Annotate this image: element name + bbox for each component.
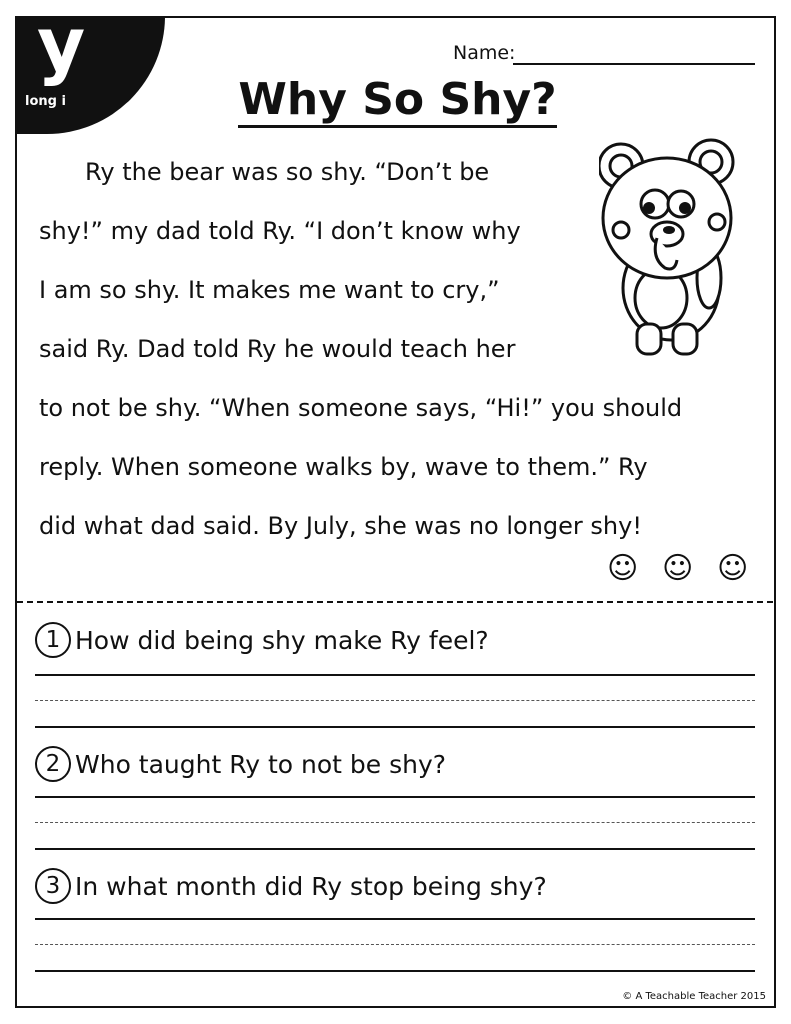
worksheet-page <box>15 16 776 1008</box>
answer-guide-line <box>35 700 755 701</box>
story-line: I am so shy. It makes me want to cry,” <box>39 276 500 304</box>
question-number: 1 <box>35 622 71 658</box>
answer-line[interactable] <box>35 848 755 850</box>
answer-line[interactable] <box>35 796 755 798</box>
smiley-icon[interactable]: ☺ <box>717 551 749 586</box>
smiley-icon[interactable]: ☺ <box>662 551 694 586</box>
answer-line[interactable] <box>35 674 755 676</box>
story-line: reply. When someone walks by, wave to them.” Ry <box>39 453 648 481</box>
name-label: Name: <box>453 42 516 64</box>
question-number: 2 <box>35 746 71 782</box>
question-2 <box>35 746 446 782</box>
story-line: shy!” my dad told Ry. “I don’t know why <box>39 217 521 245</box>
answer-guide-line <box>35 822 755 823</box>
shy-bear-illustration <box>599 138 749 360</box>
smiley-icon[interactable]: ☺ <box>607 551 639 586</box>
answer-line[interactable] <box>35 918 755 920</box>
question-3 <box>35 868 547 904</box>
name-field[interactable] <box>513 63 755 65</box>
story-line: said Ry. Dad told Ry he would teach her <box>39 335 516 363</box>
question-text: Who taught Ry to not be shy? <box>75 749 447 779</box>
question-text: In what month did Ry stop being shy? <box>75 871 547 901</box>
answer-line[interactable] <box>35 970 755 972</box>
corner-sound-label: long i <box>25 94 66 109</box>
answer-guide-line <box>35 944 755 945</box>
corner-letter: y <box>37 16 86 88</box>
title-text: Why So Shy? <box>238 74 556 128</box>
story-line: did what dad said. By July, she was no longer shy! <box>39 512 642 540</box>
story-line: Ry the bear was so shy. “Don’t be <box>85 158 490 186</box>
section-divider <box>17 601 773 603</box>
question-1 <box>35 622 489 658</box>
question-text: How did being shy make Ry feel? <box>75 625 489 655</box>
story-line: to not be shy. “When someone says, “Hi!” you should <box>39 394 683 422</box>
copyright-notice: © A Teachable Teacher 2015 <box>622 991 766 1002</box>
question-number: 3 <box>35 868 71 904</box>
page-title <box>17 74 776 125</box>
answer-line[interactable] <box>35 726 755 728</box>
